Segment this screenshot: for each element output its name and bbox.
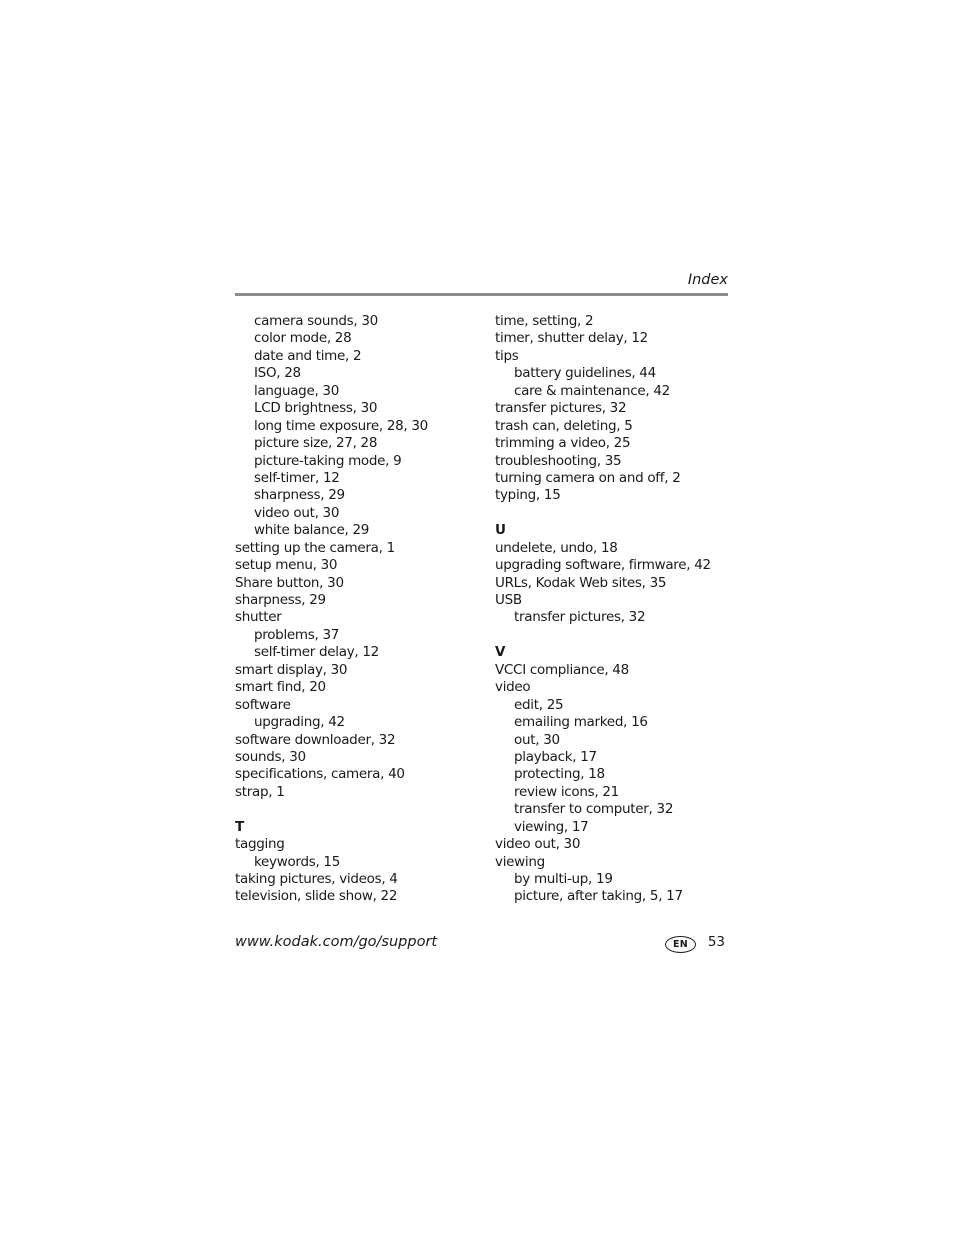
index-subentry: video out, 30 [254,504,340,521]
index-subentry: protecting, 18 [514,766,605,783]
index-subentry: long time exposure, 28, 30 [254,417,428,434]
index-subentry: keywords, 15 [254,853,341,870]
index-entry: smart display, 30 [235,661,348,678]
index-entry: video out, 30 [495,836,581,853]
language-badge: EN [665,936,696,953]
index-entry: specifications, camera, 40 [235,766,405,783]
index-subentry: out, 30 [514,731,560,748]
index-subentry: camera sounds, 30 [254,313,378,329]
index-entry: transfer pictures, 32 [495,400,627,417]
section-letter: T [235,818,244,835]
index-subentry: edit, 25 [514,696,564,713]
index-subentry: self-timer, 12 [254,469,340,486]
section-gap [495,627,735,644]
index-entry: tagging [235,836,285,853]
section-gap [235,801,475,818]
index-entry: time, setting, 2 [495,313,594,329]
index-subentry: color mode, 28 [254,330,352,347]
index-entry: trimming a video, 25 [495,435,631,452]
index-entry: URLs, Kodak Web sites, 35 [495,574,667,591]
index-entry: smart find, 20 [235,679,326,696]
index-entry: VCCI compliance, 48 [495,661,629,678]
index-subentry: date and time, 2 [254,347,362,364]
index-entry: undelete, undo, 18 [495,539,618,556]
index-subentry: white balance, 29 [254,522,370,539]
index-entry: sharpness, 29 [235,592,326,608]
index-subentry: transfer to computer, 32 [514,801,674,818]
index-entry: USB [495,592,522,608]
index-subentry: LCD brightness, 30 [254,400,378,417]
index-subentry: transfer pictures, 32 [514,609,646,626]
index-subentry: viewing, 17 [514,818,589,835]
index-entry: software downloader, 32 [235,731,396,748]
index-subentry: upgrading, 42 [254,714,345,731]
section-letter: U [495,522,506,539]
header-rule [235,293,728,296]
index-entry: troubleshooting, 35 [495,452,622,469]
index-subentry: by multi-up, 19 [514,871,613,887]
index-subentry: battery guidelines, 44 [514,365,656,382]
index-entry: tips [495,347,519,364]
index-entry: strap, 1 [235,783,285,800]
index-entry: viewing [495,853,545,870]
index-subentry: playback, 17 [514,748,597,765]
index-subentry: problems, 37 [254,626,340,643]
index-subentry: picture, after taking, 5, 17 [514,888,683,905]
index-subentry: language, 30 [254,382,340,399]
index-entry: timer, shutter delay, 12 [495,330,648,347]
index-subentry: ISO, 28 [254,365,301,382]
index-entry: television, slide show, 22 [235,888,398,905]
section-gap [495,505,735,522]
index-entry: setup menu, 30 [235,557,338,574]
index-entry: upgrading software, firmware, 42 [495,557,711,574]
index-entry: software [235,696,291,713]
index-entry: turning camera on and off, 2 [495,469,681,486]
index-entry: trash can, deleting, 5 [495,417,633,434]
index-column-left [235,313,475,906]
index-subentry: review icons, 21 [514,783,619,800]
index-entry: sounds, 30 [235,748,306,765]
index-entry: Share button, 30 [235,574,344,591]
footer-url: www.kodak.com/go/support [235,934,438,950]
page-number: 53 [707,934,725,950]
index-entry: taking pictures, videos, 4 [235,871,398,887]
index-entry: video [495,679,531,696]
section-letter: V [495,644,506,661]
running-header-title: Index [687,272,728,288]
index-entry: shutter [235,609,282,626]
index-subentry: self-timer delay, 12 [254,644,379,661]
index-subentry: picture-taking mode, 9 [254,452,402,469]
index-entry: setting up the camera, 1 [235,539,395,556]
index-column-right [495,313,735,906]
index-subentry: picture size, 27, 28 [254,435,378,452]
index-subentry: sharpness, 29 [254,487,345,504]
index-subentry: care & maintenance, 42 [514,382,670,399]
index-subentry: emailing marked, 16 [514,714,648,731]
index-entry: typing, 15 [495,487,561,504]
